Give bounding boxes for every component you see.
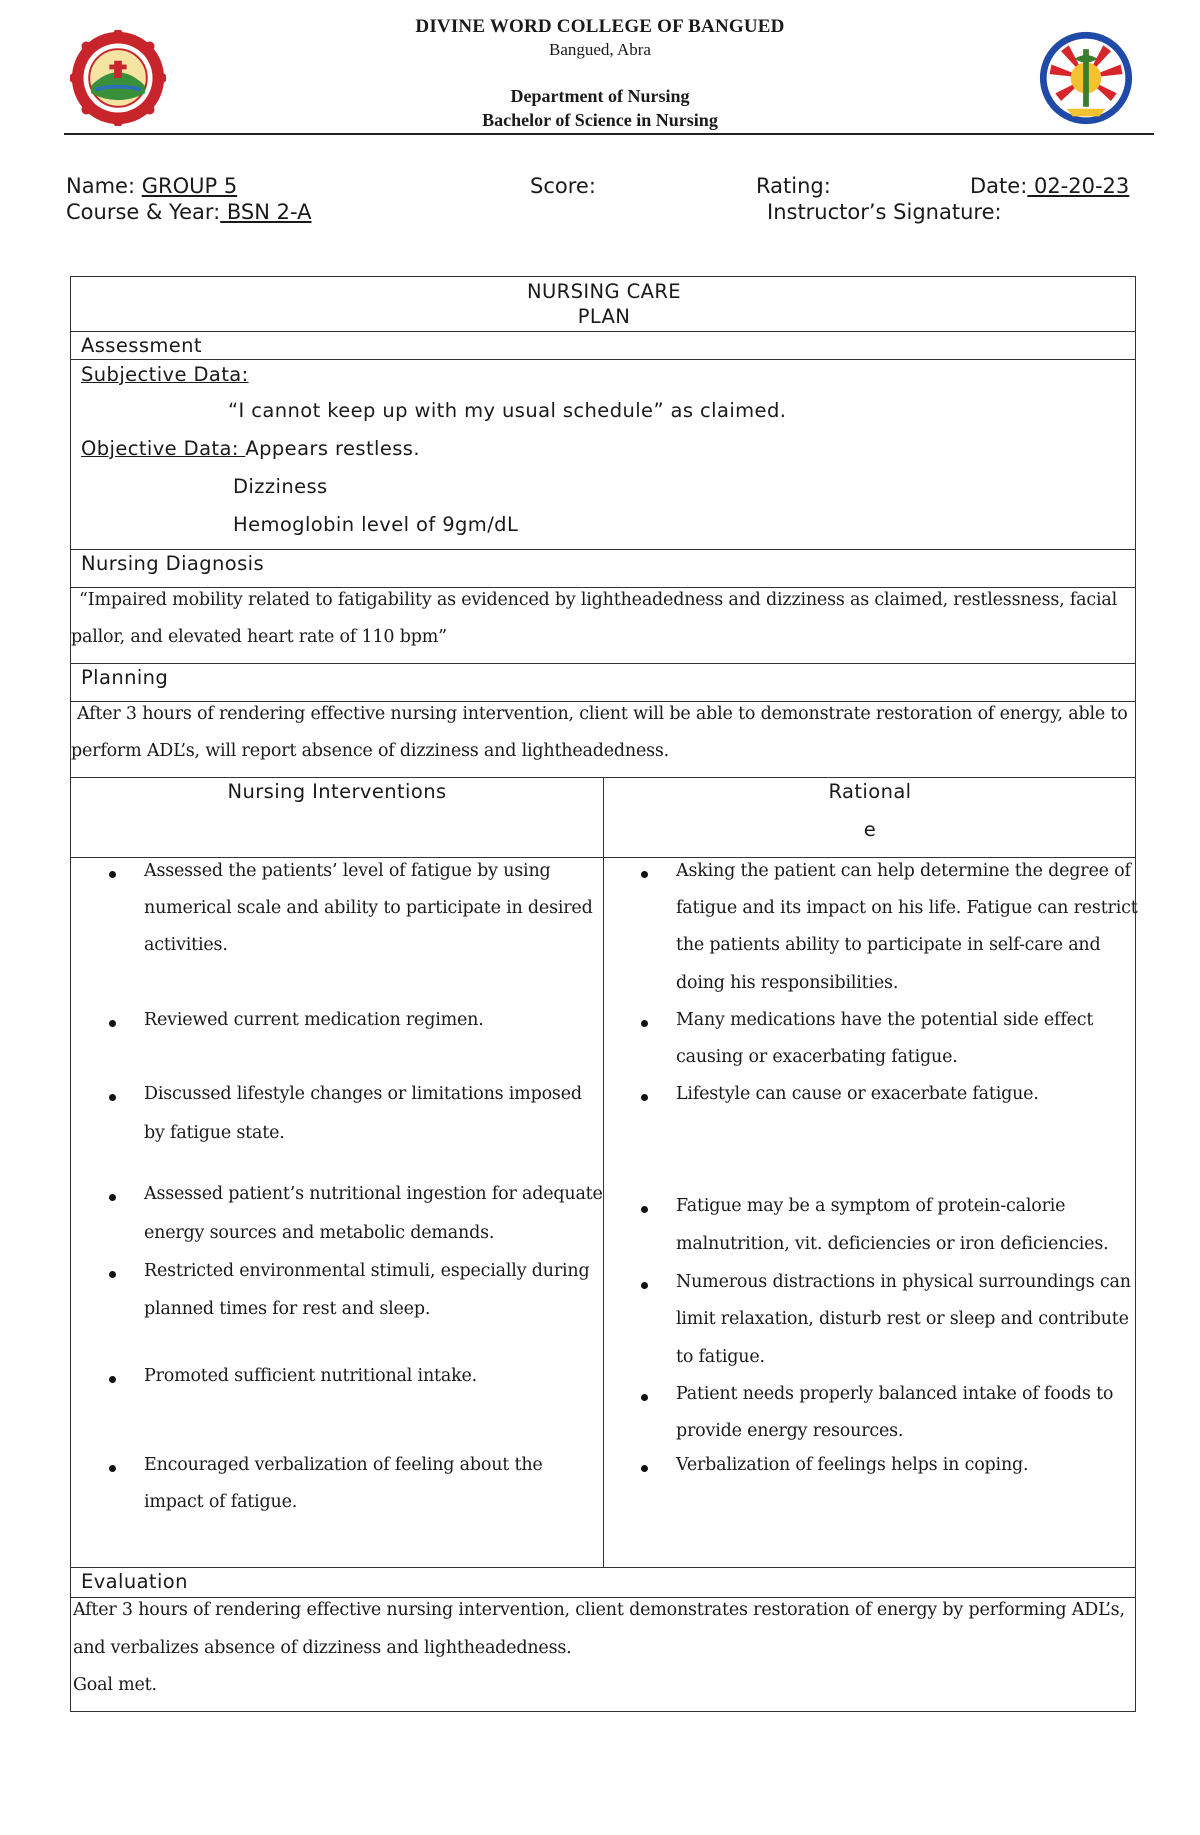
rationale-heading-line2: e: [863, 818, 877, 841]
intervention-text: Encouraged verbalization of feeling about the: [144, 1455, 543, 1475]
rating-label: Rating:: [756, 174, 831, 198]
course-field: [66, 200, 312, 224]
rationale-text: limit relaxation, disturb rest or sleep and contribute: [676, 1309, 1129, 1329]
diagnosis-text: pallor, and elevated heart rate of 110 bpm”: [71, 627, 447, 647]
column-divider: [603, 777, 604, 1567]
objective-label: Objective Data:: [81, 437, 246, 460]
rationale-text: fatigue and its impact on his life. Fatigue can restrict: [676, 898, 1138, 918]
evaluation-text: and verbalizes absence of dizziness and lightheadedness.: [73, 1638, 572, 1658]
bullet-icon: [641, 1282, 648, 1289]
rationale-text: Many medications have the potential side effect: [676, 1010, 1094, 1030]
evaluation-text: After 3 hours of rendering effective nursing intervention, client demonstrates restoration of energy by performing ADL’s,: [73, 1600, 1125, 1620]
rationale-text: Lifestyle can cause or exacerbate fatigue.: [676, 1084, 1039, 1104]
rationale-text: provide energy resources.: [676, 1421, 904, 1441]
rationale-text: Asking the patient can help determine the degree of: [676, 861, 1131, 881]
intervention-text: Discussed lifestyle changes or limitations imposed: [144, 1084, 582, 1104]
row-divider: [71, 359, 1135, 360]
row-divider: [71, 1597, 1135, 1598]
bullet-icon: [109, 1376, 116, 1383]
program-name: Bachelor of Science in Nursing: [482, 110, 718, 130]
score-label: Score:: [530, 174, 596, 198]
course-label: Course & Year:: [66, 200, 221, 224]
intervention-text: Assessed patient’s nutritional ingestion for adequate: [144, 1184, 603, 1204]
nursing-emblem-icon: [1038, 30, 1134, 126]
name-field: [66, 174, 237, 198]
objective-item: Dizziness: [233, 475, 328, 498]
row-divider: [71, 1567, 1135, 1568]
bullet-icon: [109, 1271, 116, 1278]
planning-heading: Planning: [81, 666, 169, 689]
intervention-text: Assessed the patients’ level of fatigue by using: [144, 861, 551, 881]
plan-title-line2: PLAN: [577, 305, 631, 328]
bullet-icon: [641, 1020, 648, 1027]
bullet-icon: [641, 1206, 648, 1213]
row-divider: [71, 549, 1135, 550]
signature-label: Instructor’s Signature:: [767, 200, 1002, 224]
rationale-text: Numerous distractions in physical surroundings can: [676, 1272, 1131, 1292]
intervention-text: impact of fatigue.: [144, 1492, 298, 1512]
rationale-text: Verbalization of feelings helps in coping.: [676, 1455, 1029, 1475]
objective-item: Appears restless.: [245, 437, 420, 460]
planning-text: perform ADL’s, will report absence of dizziness and lightheadedness.: [71, 741, 670, 761]
college-seal-icon: [70, 30, 166, 126]
college-location: Bangued, Abra: [549, 40, 651, 59]
bullet-icon: [641, 1394, 648, 1401]
intervention-text: energy sources and metabolic demands.: [144, 1223, 495, 1243]
subjective-quote: “I cannot keep up with my usual schedule” as claimed.: [228, 399, 787, 422]
rationale-text: malnutrition, vit. deficiencies or iron deficiencies.: [676, 1234, 1109, 1254]
bullet-icon: [109, 1094, 116, 1101]
intervention-text: Reviewed current medication regimen.: [144, 1010, 484, 1030]
diagnosis-text: “Impaired mobility related to fatigability as evidenced by lightheadedness and dizziness as claimed, restlessness, facial: [79, 590, 1118, 610]
intervention-text: Promoted sufficient nutritional intake.: [144, 1366, 478, 1386]
rationale-text: Patient needs properly balanced intake of foods to: [676, 1384, 1114, 1404]
diagnosis-heading: Nursing Diagnosis: [81, 552, 265, 575]
intervention-text: by fatigue state.: [144, 1123, 285, 1143]
plan-title-line1: NURSING CARE: [526, 280, 682, 303]
row-divider: [71, 663, 1135, 664]
row-divider: [71, 701, 1135, 702]
department-name: Department of Nursing: [510, 86, 690, 106]
date-value: 02-20-23: [1027, 174, 1130, 198]
rationale-text: to fatigue.: [676, 1347, 765, 1367]
date-label: Date:: [970, 174, 1028, 198]
course-value: BSN 2-A: [220, 200, 312, 224]
intervention-text: numerical scale and ability to participate in desired: [144, 898, 593, 918]
subjective-label: Subjective Data:: [81, 363, 249, 386]
bullet-icon: [109, 871, 116, 878]
objective-line: [81, 437, 420, 460]
bullet-icon: [641, 1465, 648, 1472]
rationale-text: causing or exacerbating fatigue.: [676, 1047, 958, 1067]
objective-item: Hemoglobin level of 9gm/dL: [233, 513, 519, 536]
college-name: DIVINE WORD COLLEGE OF BANGUED: [415, 16, 785, 37]
name-label: Name:: [66, 174, 136, 198]
rationale-text: doing his responsibilities.: [676, 973, 899, 993]
care-plan-table: [70, 276, 1136, 1712]
evaluation-heading: Evaluation: [81, 1570, 188, 1593]
rationale-text: Fatigue may be a symptom of protein-calorie: [676, 1196, 1066, 1216]
name-value: GROUP 5: [141, 174, 238, 198]
date-field: [970, 174, 1129, 198]
header-divider: [64, 133, 1154, 135]
intervention-text: activities.: [144, 935, 228, 955]
assessment-heading: Assessment: [81, 334, 202, 357]
bullet-icon: [109, 1465, 116, 1472]
bullet-icon: [641, 1094, 648, 1101]
row-divider: [71, 587, 1135, 588]
bullet-icon: [641, 871, 648, 878]
evaluation-text: Goal met.: [73, 1675, 157, 1695]
row-divider: [71, 331, 1135, 332]
rationale-heading-line1: Rational: [828, 780, 912, 803]
rationale-text: the patients ability to participate in self-care and: [676, 935, 1101, 955]
planning-text: After 3 hours of rendering effective nursing intervention, client will be able to demonstrate restoration of energy, able to: [77, 704, 1128, 724]
intervention-text: planned times for rest and sleep.: [144, 1299, 431, 1319]
bullet-icon: [109, 1194, 116, 1201]
interventions-heading: Nursing Interventions: [227, 780, 447, 803]
bullet-icon: [109, 1020, 116, 1027]
intervention-text: Restricted environmental stimuli, especially during: [144, 1261, 590, 1281]
